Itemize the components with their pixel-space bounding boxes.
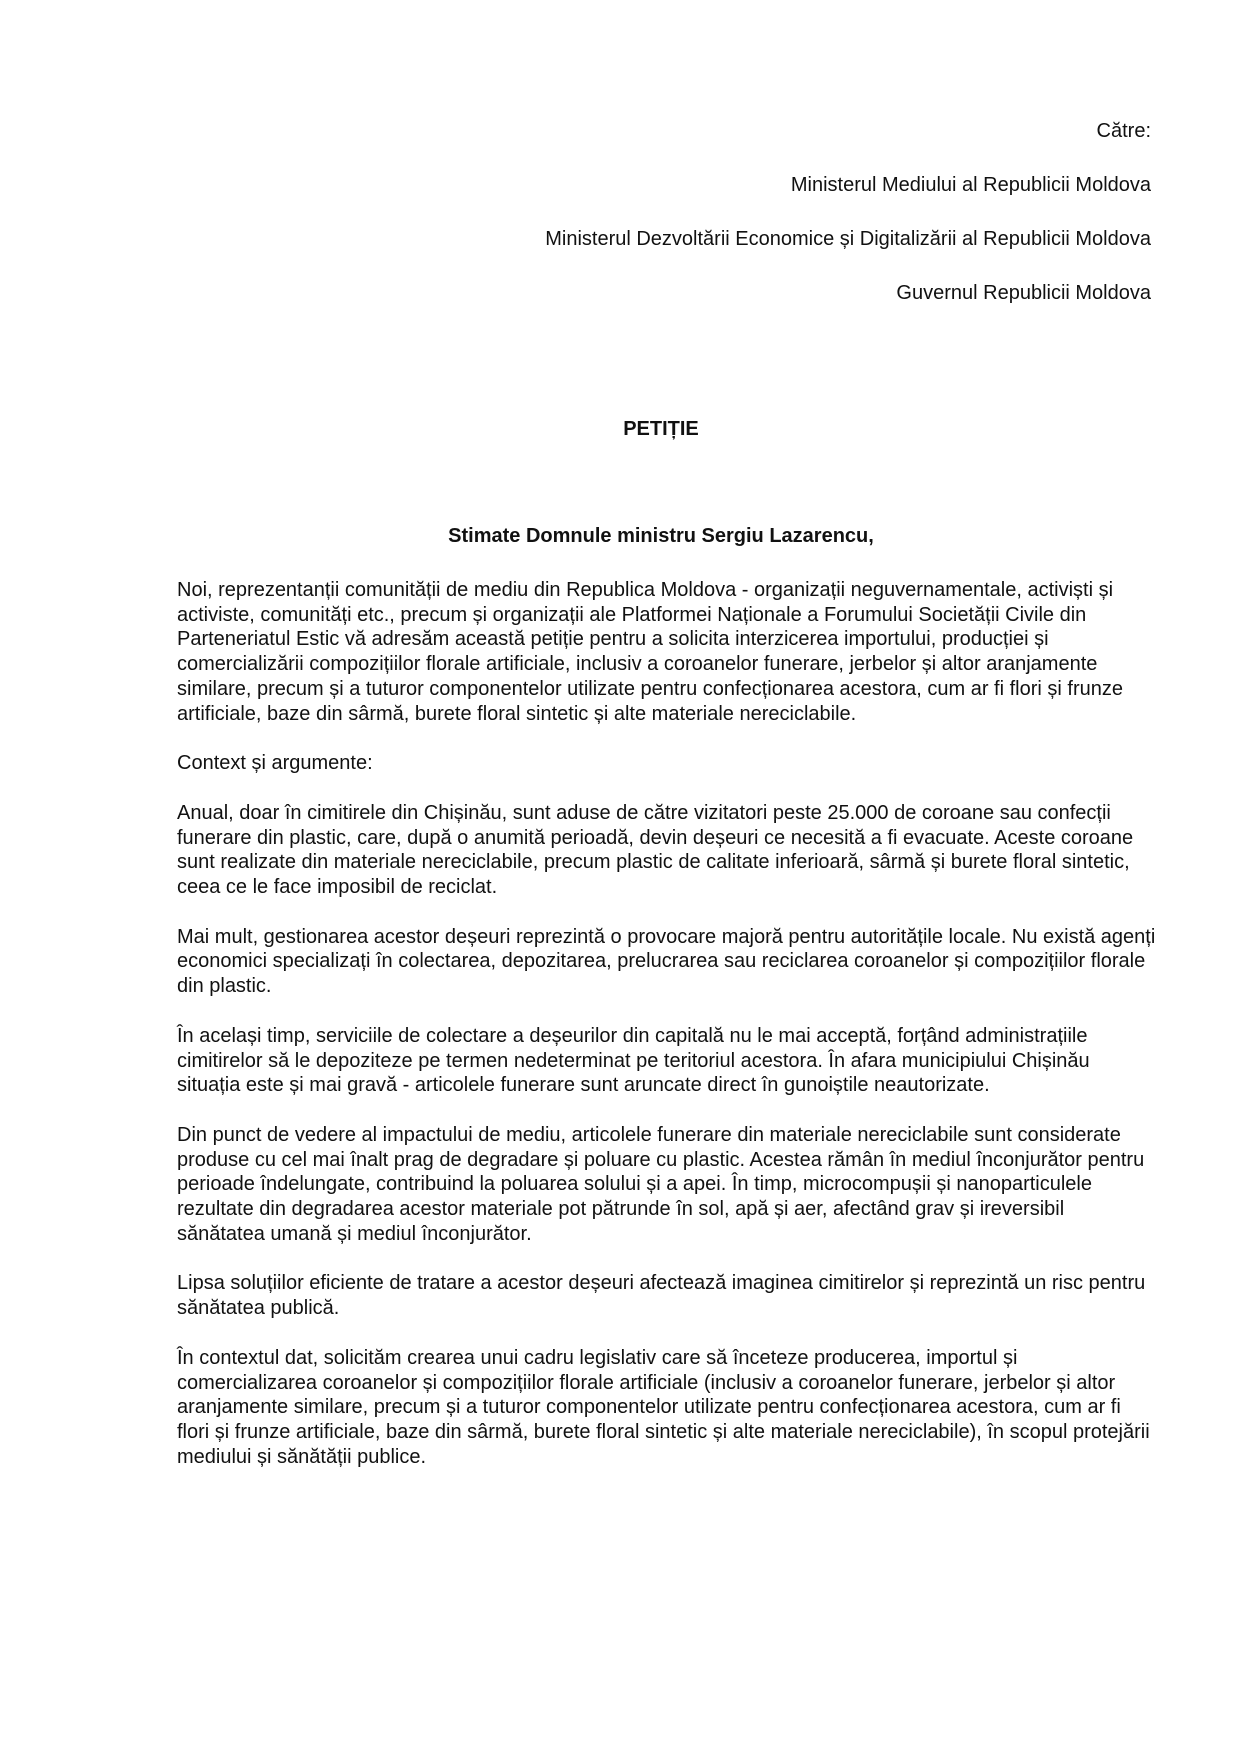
recipients-block [545,120,1151,336]
paragraph-environmental-impact: Din punct de vedere al impactului de mediu, articolele funerare din materiale nereciclabile sunt considerate produse cu cel mai înalt prag de degradare și poluare cu plastic. Acestea rămân în mediul înconjurător pentru perioade îndelungate, contribuind la poluarea solului și a apei. În timp, microcompușii și nanoparticulele rezultate din degradarea acestor materiale pot pătrunde în sol, apă și aer, afectând grav și ireversibil sănătatea umană și mediul înconjurător. [177,1123,1145,1245]
recipient-ministry-economic-development: Ministerul Dezvoltării Economice și Digitalizării al Republicii Moldova [545,228,1151,250]
section-heading-context: Context și argumente: [177,752,373,775]
paragraph-request: În contextul dat, solicităm crearea unui cadru legislativ care să înceteze producerea, importul și comercializarea coroanelor și compozițiilor florale artificiale (inclusiv a coroanelor funerare, jerbelor și altor aranjamente similare, precum și a tuturor componentelor utilizate pentru confecționarea acestora, cum ar fi flori și frunze artificiale, baze din sârmă, burete floral sintetic și alte materiale nereciclabile), în scopul protejării mediului și sănătății publice. [177,1346,1150,1468]
recipient-government: Guvernul Republicii Moldova [896,282,1151,304]
document-title: PETIȚIE [623,418,699,440]
paragraph-waste-management: Mai mult, gestionarea acestor deșeuri reprezintă o provocare majoră pentru autoritățile locale. Nu există agenți economici specializați în colectarea, depozitarea, prelucrarea sau reciclarea coroanelor și compozițiilor florale din plastic. [177,925,1156,998]
paragraph-annual-waste: Anual, doar în cimitirele din Chișinău, sunt aduse de către vizitatori peste 25.000 de coroane sau confecții funerare din plastic, care, după o anumită perioadă, devin deșeuri ce necesită a fi evacuate. Aceste coroane sunt realizate din materiale nereciclabile, precum plastic de calitate inferioară, sârmă și burete floral sintetic, ceea ce le face imposibil de reciclat. [177,801,1134,899]
paragraph-intro: Noi, reprezentanții comunității de mediu din Republica Moldova - organizații neguvernamentale, activiști și activiste, comunități etc., precum și organizații ale Platformei Naționale a Forumului Societății Civile din Parteneriatul Estic vă adresăm această petiție pentru a solicita interzicerea importului, producției și comercializării compozițiilor florale artificiale, inclusiv a coroanelor funerare, jerbelor și altor aranjamente similare, precum și a tuturor componentelor utilizate pentru confecționarea acestora, cum ar fi flori și frunze artificiale, baze din sârmă, burete floral sintetic și alte materiale nereciclabile. [177,579,1123,725]
salutation: Stimate Domnule ministru Sergiu Lazarencu, [448,525,874,547]
paragraph-collection-services: În același timp, serviciile de colectare a deșeurilor din capitală nu le mai acceptă, forțând administrațiile cimitirelor să le depoziteze pe termen nedeterminat pe teritoriul acestora. În afara municipiului Chișinău situația este și mai gravă - articolele funerare sunt aruncate direct în gunoiștile neautorizate. [177,1024,1090,1097]
recipients-label: Către: [1096,120,1151,142]
document-body [177,578,1157,1494]
recipient-ministry-environment: Ministerul Mediului al Republicii Moldova [790,174,1151,196]
paragraph-public-health-risk: Lipsa soluțiilor eficiente de tratare a acestor deșeuri afectează imaginea cimitirelor și reprezintă un risc pentru sănătatea publică. [177,1272,1146,1320]
